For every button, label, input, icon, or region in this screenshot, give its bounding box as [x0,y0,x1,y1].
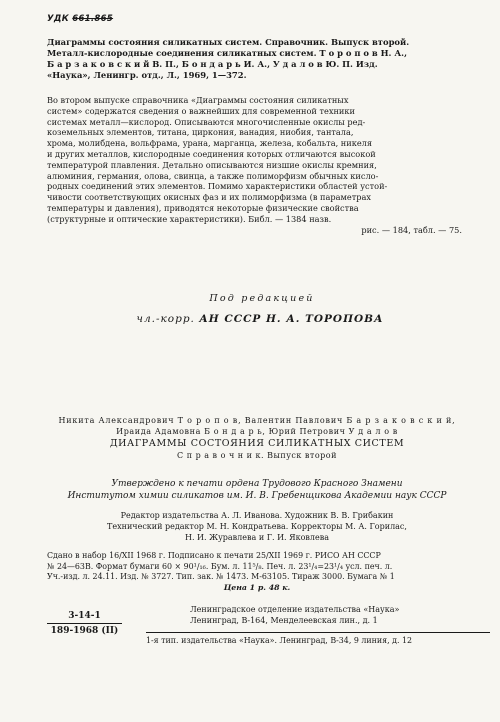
bibliographic-entry [47,37,462,81]
publisher-address [190,604,490,626]
staff-line: Технический редактор М. Н. Кондратьева. Корректоры М. А. Горилас, [107,522,407,532]
approval-line: Институтом химии силикатов им. И. В. Гребенщикова Академии наук СССР [67,491,447,501]
abstract-last-line: рис. — 184, табл. — 75. [361,224,462,235]
printer-line: 1-я тип. издательства «Наука». Ленинград, В-34, 9 линия, д. 12 [146,632,490,645]
bib-line: Диаграммы состояния силикатных систем. Справочник. Выпуск второй. [47,37,410,47]
editor-caption: Под редакцией [209,293,315,304]
approval-block [47,478,467,502]
bib-line: Металл-кислородные соединения силикатных систем. Т о р о п о в Н. А., [47,48,408,58]
catalog-code: 3-14-1 [68,611,101,621]
staff-block [47,510,467,544]
bib-line: «Наука», Ленингр. отд., Л., 1969, 1—372. [47,70,247,80]
abstract [47,95,462,235]
publisher-line: Ленинград, В-164, Менделеевская лин., д. 1 [190,616,378,625]
approval-line: Утверждено к печати ордена Трудового Красного Знамени [111,479,403,489]
editor-name [10,313,500,325]
catalog-code: 189-1968 (II) [47,623,122,636]
udk-number: 661.865 [72,14,114,24]
editor-title: чл.-корр. [136,313,195,325]
authors-line: Никита Александрович Т о р о п о в, Валентин Павлович Б а р з а к о в с к и й, [58,416,456,425]
authors-block [47,415,467,461]
abstract-line: температуры и давления), приводятся некоторые физические свойства [47,202,359,213]
abstract-line: и других металлов, кислородные соединения которых отличаются высокой [47,148,376,159]
editor-fullname: АН СССР Н. А. ТОРОПОВА [199,313,384,325]
abstract-line: хрома, молибдена, вольфрама, урана, марганца, железа, кобальта, никеля [47,138,373,149]
book-title: ДИАГРАММЫ СОСТОЯНИЯ СИЛИКАТНЫХ СИСТЕМ [109,438,405,450]
abstract-line: системах металл—кислород. Описываются многочисленные окислы ред- [47,116,366,127]
tech-line: Уч.-изд. л. 24.11. Изд. № 3727. Тип. зак. № 1473. М-63105. Тираж 3000. Бумага № 1 [47,572,395,582]
abstract-line: систем» содержатся сведения о важнейших для современной техники [47,105,355,116]
price: Цена 1 р. 48 к. [223,582,291,592]
bib-line: Б а р з а к о в с к и й В. П., Б о н д а р ь И. А., У д а л о в Ю. П. Изд. [47,59,378,69]
catalog-codes [47,611,122,636]
tech-line: Сдано в набор 16/XII 1968 г. Подписано к печати 25/XII 1969 г. РИСО АН СССР [47,551,381,560]
udk-code [47,14,113,24]
abstract-line: температурой плавления. Детально описываются низшие окислы кремния, [47,159,377,170]
publisher-line: Ленинградское отделение издательства «Наука» [190,605,400,614]
tech-line: № 24—63В. Формат бумаги 60 × 90¹/₁₆. Бум. л. 11⁵/₈. Печ. л. 23¹/₄=23¹/₄ усл. печ. л. [47,561,393,571]
abstract-line: Во втором выпуске справочника «Диаграммы состояния силикатных [47,95,349,105]
abstract-line: родных соединений этих элементов. Помимо характеристики областей устой- [47,181,388,192]
abstract-line: алюминия, германия, олова, свинца, а также полиморфизм обычных кисло- [47,170,379,181]
staff-line: Н. И. Журавлева и Г. И. Яковлева [184,533,330,543]
authors-line: Ираида Адамовна Б о н д а р ь, Юрий Петрович У д а л о в [116,427,398,437]
technical-data [47,551,467,593]
abstract-line: коземельных элементов, титана, циркония, ванадия, ниобия, тантала, [47,127,354,138]
abstract-line: (структурные и оптические характеристики). Библ. — 1384 назв. [47,213,332,224]
abstract-line: чивости соответствующих окисных фаз и их полиморфизма (в параметрах [47,192,371,203]
staff-line: Редактор издательства А. Л. Иванова. Художник В. В. Грибакин [120,511,394,520]
udk-prefix: УДК [47,14,69,24]
book-subtitle: С п р а в о ч н и к. Выпуск второй [177,450,337,460]
